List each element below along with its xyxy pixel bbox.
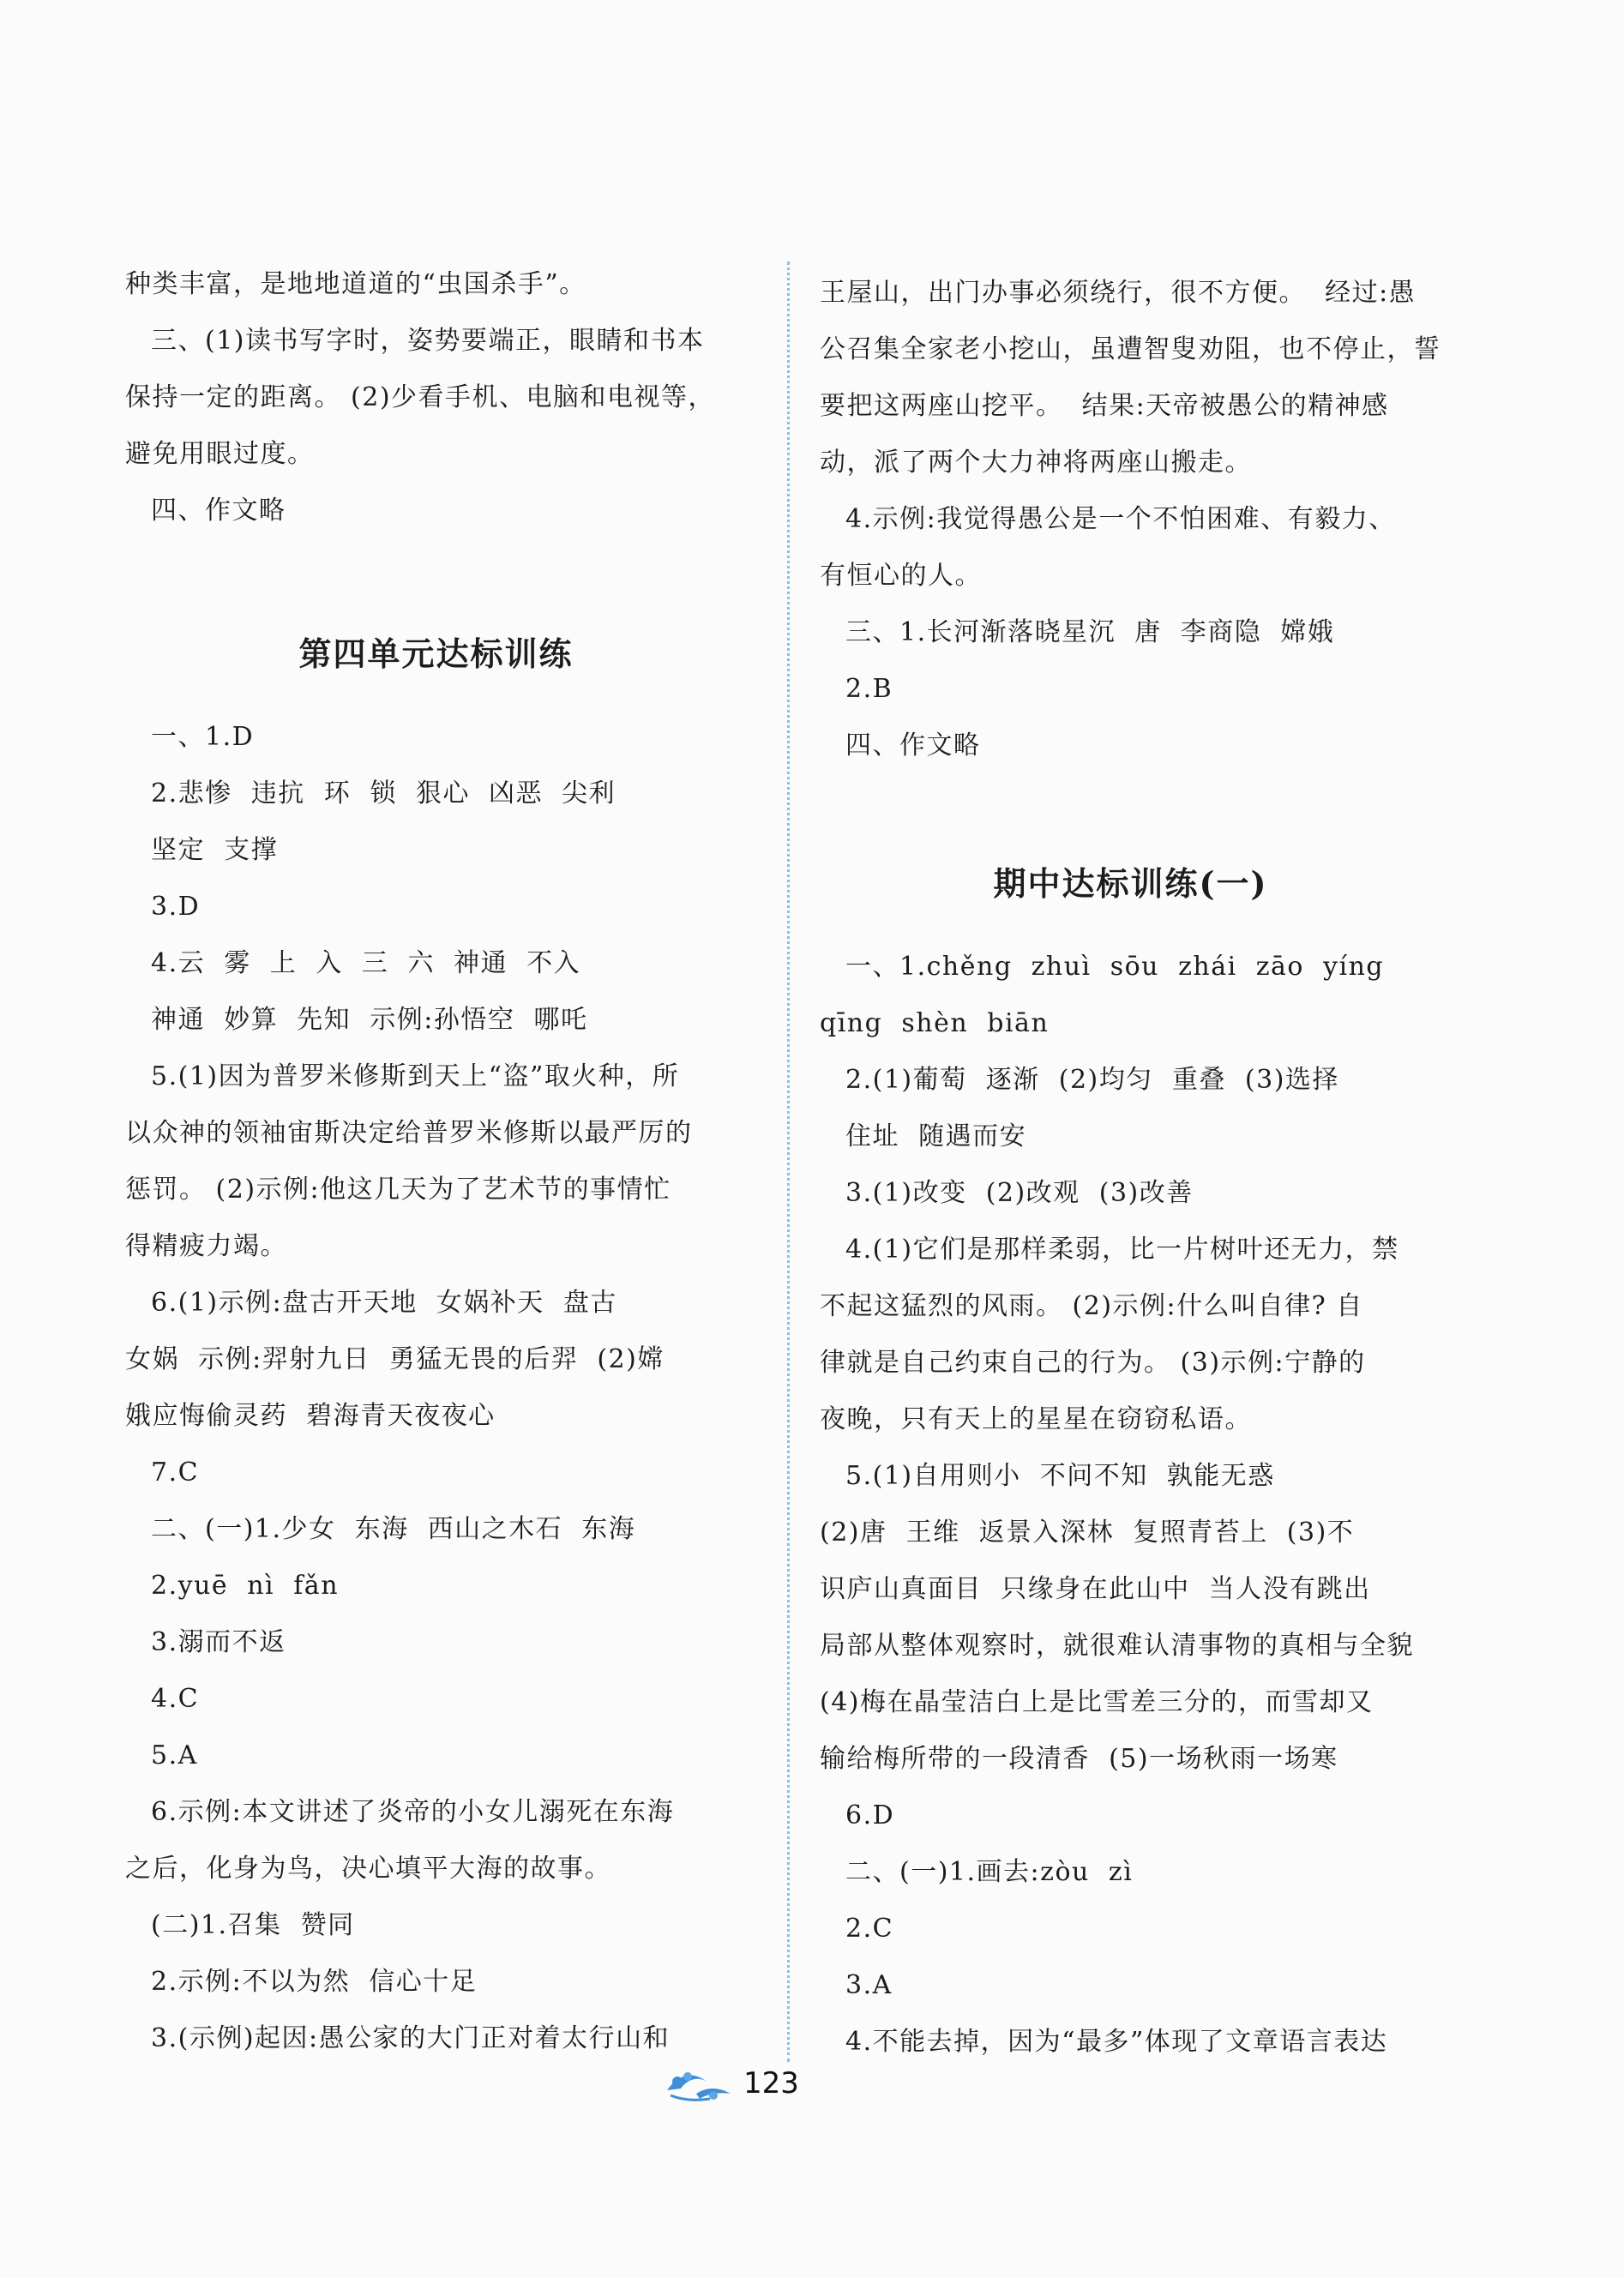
text-line: 4.(1)它们是那样柔弱，比一片树叶还无力，禁 [845, 1235, 1399, 1265]
text-line: 5.(1)因为普罗米修斯到天上“盗”取火种，所 [151, 1061, 680, 1091]
text-line: 3.(1)改变 (2)改观 (3)改善 [845, 1178, 1194, 1208]
text-line: 保持一定的距离。 (2)少看手机、电脑和电视等， [125, 382, 716, 412]
text-line: 3.D [151, 892, 201, 922]
text-line: 一、1.chěng zhuì sōu zhái zāo yíng [845, 952, 1385, 982]
text-line: 不起这猛烈的风雨。 (2)示例:什么叫自律? 自 [820, 1291, 1363, 1321]
text-line: 种类丰富，是地地道道的“虫国杀手”。 [125, 269, 586, 299]
text-line: 律就是自己约束自己的行为。 (3)示例:宁静的 [820, 1348, 1366, 1378]
text-line: 二、(一)1.画去:zòu zì [845, 1857, 1134, 1887]
left-column [125, 0, 747, 2278]
text-line: 三、(1)读书写字时，姿势要端正，眼睛和书本 [151, 326, 705, 356]
text-line: 4.云 雾 上 入 三 六 神通 不入 [151, 948, 581, 978]
text-line: 神通 妙算 先知 示例:孙悟空 哪吒 [151, 1005, 588, 1035]
text-line: 惩罚。 (2)示例:他这几天为了艺术节的事情忙 [125, 1175, 671, 1205]
section-title-unit4: 第四单元达标训练 [298, 634, 574, 673]
text-line: (2)唐 王维 返景入深林 复照青苔上 (3)不 [820, 1518, 1355, 1548]
text-line: 女娲 示例:羿射九日 勇猛无畏的后羿 (2)嫦 [125, 1344, 665, 1374]
right-column [820, 0, 1441, 2278]
text-line: 4.C [151, 1684, 200, 1714]
text-line: 5.(1)自用则小 不问不知 孰能无惑 [845, 1461, 1275, 1491]
flower-logo-icon [662, 2065, 739, 2106]
text-line: 有恒心的人。 [820, 561, 982, 591]
text-line: 识庐山真面目 只缘身在此山中 当人没有跳出 [820, 1574, 1371, 1604]
text-line: 三、1.长河渐落晓星沉 唐 李商隐 嫦娥 [845, 617, 1335, 647]
text-line: 2.B [845, 674, 893, 704]
page-number: 123 [743, 2066, 799, 2101]
text-line: 之后，化身为鸟，决心填平大海的故事。 [125, 1854, 611, 1884]
page-footer [662, 2065, 816, 2107]
text-line: qīng shèn biān [820, 1008, 1050, 1038]
text-line: 王屋山，出门办事必须绕行，很不方便。 经过:愚 [820, 278, 1416, 308]
text-line: (二)1.召集 赞同 [151, 1910, 355, 1940]
text-line: 四、作文略 [845, 730, 981, 760]
text-line: 3.A [845, 1970, 893, 2000]
text-line: 夜晚，只有天上的星星在窃窃私语。 [820, 1404, 1252, 1434]
column-divider [787, 261, 790, 2062]
text-line: 以众神的领袖宙斯决定给普罗米修斯以最严厉的 [125, 1118, 693, 1148]
text-line: 4.示例:我觉得愚公是一个不怕困难、有毅力、 [845, 504, 1396, 534]
text-line: (4)梅在晶莹洁白上是比雪差三分的，而雪却又 [820, 1687, 1374, 1717]
text-line: 2.悲惨 违抗 环 锁 狠心 凶恶 尖利 [151, 778, 617, 808]
text-line: 四、作文略 [151, 496, 286, 526]
text-line: 2.yuē nì fǎn [151, 1571, 340, 1601]
text-line: 4.不能去掉，因为“最多”体现了文章语言表达 [845, 2027, 1388, 2057]
text-line: 公召集全家老小挖山，虽遭智叟劝阻，也不停止，誓 [820, 334, 1441, 364]
text-line: 2.(1)葡萄 逐渐 (2)均匀 重叠 (3)选择 [845, 1065, 1339, 1095]
text-line: 局部从整体观察时，就很难认清事物的真相与全貌 [820, 1631, 1414, 1661]
text-line: 2.示例:不以为然 信心十足 [151, 1967, 478, 1997]
text-line: 动，派了两个大力神将两座山搬走。 [820, 448, 1252, 478]
text-line: 6.(1)示例:盘古开天地 女娲补天 盘古 [151, 1288, 617, 1318]
text-line: 5.A [151, 1740, 198, 1770]
text-line: 2.C [845, 1914, 894, 1944]
text-line: 得精疲力竭。 [125, 1231, 287, 1261]
text-line: 6.D [845, 1800, 895, 1830]
text-line: 娥应悔偷灵药 碧海青天夜夜心 [125, 1401, 496, 1431]
text-line: 6.示例:本文讲述了炎帝的小女儿溺死在东海 [151, 1797, 675, 1827]
text-line: 一、1.D [151, 722, 255, 752]
text-line: 二、(一)1.少女 东海 西山之木石 东海 [151, 1514, 636, 1544]
text-line: 输给梅所带的一段清香 (5)一场秋雨一场寒 [820, 1744, 1338, 1774]
text-line: 坚定 支撑 [151, 835, 279, 865]
text-line: 避免用眼过度。 [125, 439, 315, 469]
section-title-midterm: 期中达标训练(一) [993, 864, 1268, 903]
text-line: 7.C [151, 1458, 200, 1488]
text-line: 要把这两座山挖平。 结果:天帝被愚公的精神感 [820, 391, 1389, 421]
text-line: 3.(示例)起因:愚公家的大门正对着太行山和 [151, 2023, 671, 2053]
text-line: 住址 随遇而安 [845, 1121, 1027, 1151]
text-line: 3.溺而不返 [151, 1627, 286, 1657]
